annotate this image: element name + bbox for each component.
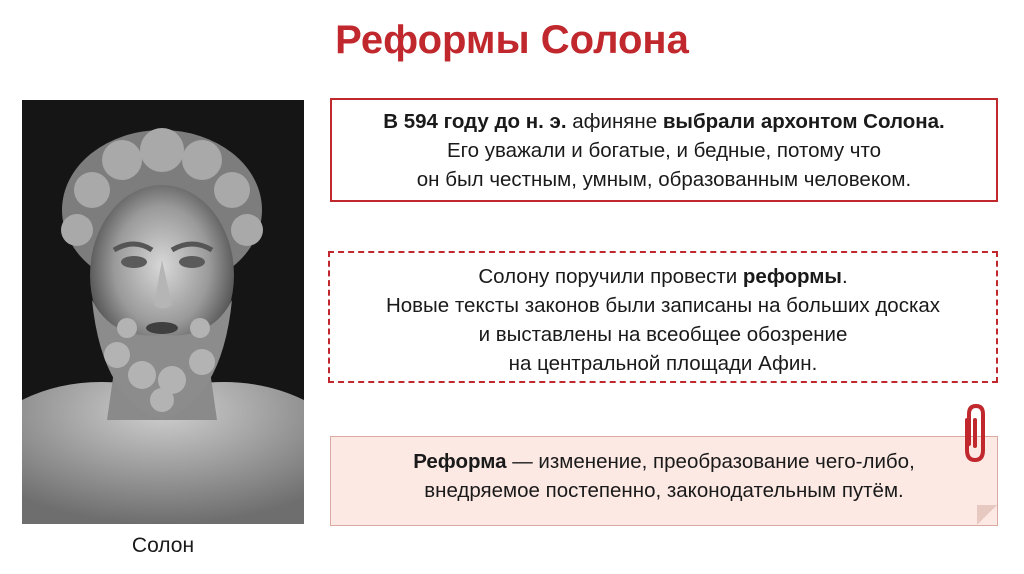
- reforms-line-4: на центральной площади Афин.: [508, 352, 818, 375]
- solon-portrait: [22, 100, 304, 524]
- reforms-line-1: Солону поручили провести реформы.: [478, 265, 848, 288]
- definition-line-1: Реформа — изменение, преобразование чего-либо,: [413, 450, 915, 473]
- reforms-line-3: и выставлены на всеобщее обозрение: [478, 323, 848, 346]
- reforms-info-box: [328, 251, 998, 383]
- slide-title: Реформы Солона: [335, 18, 689, 62]
- definition-term: Реформа: [413, 450, 507, 473]
- year-text: В 594 году до н. э.: [383, 110, 567, 133]
- reforms-keyword: реформы: [742, 265, 842, 288]
- archon-line-2: Его уважали и богатые, и бедные, потому что: [446, 139, 882, 162]
- elected-text: выбрали архонтом Солона.: [662, 110, 945, 133]
- solon-bust-image: [22, 100, 304, 524]
- archon-info-box: [330, 98, 998, 202]
- paperclip-icon: [955, 400, 995, 464]
- archon-line-1: В 594 году до н. э. афиняне выбрали архонтом Солона.: [383, 110, 945, 133]
- definition-note: [330, 436, 998, 526]
- reforms-line-2: Новые тексты законов были записаны на больших досках: [385, 294, 941, 317]
- definition-line-2: внедряемое постепенно, законодательным путём.: [424, 479, 904, 502]
- portrait-caption: Солон: [131, 534, 195, 557]
- page-fold-corner: [977, 505, 997, 525]
- archon-line-3: он был честным, умным, образованным человеком.: [416, 168, 912, 191]
